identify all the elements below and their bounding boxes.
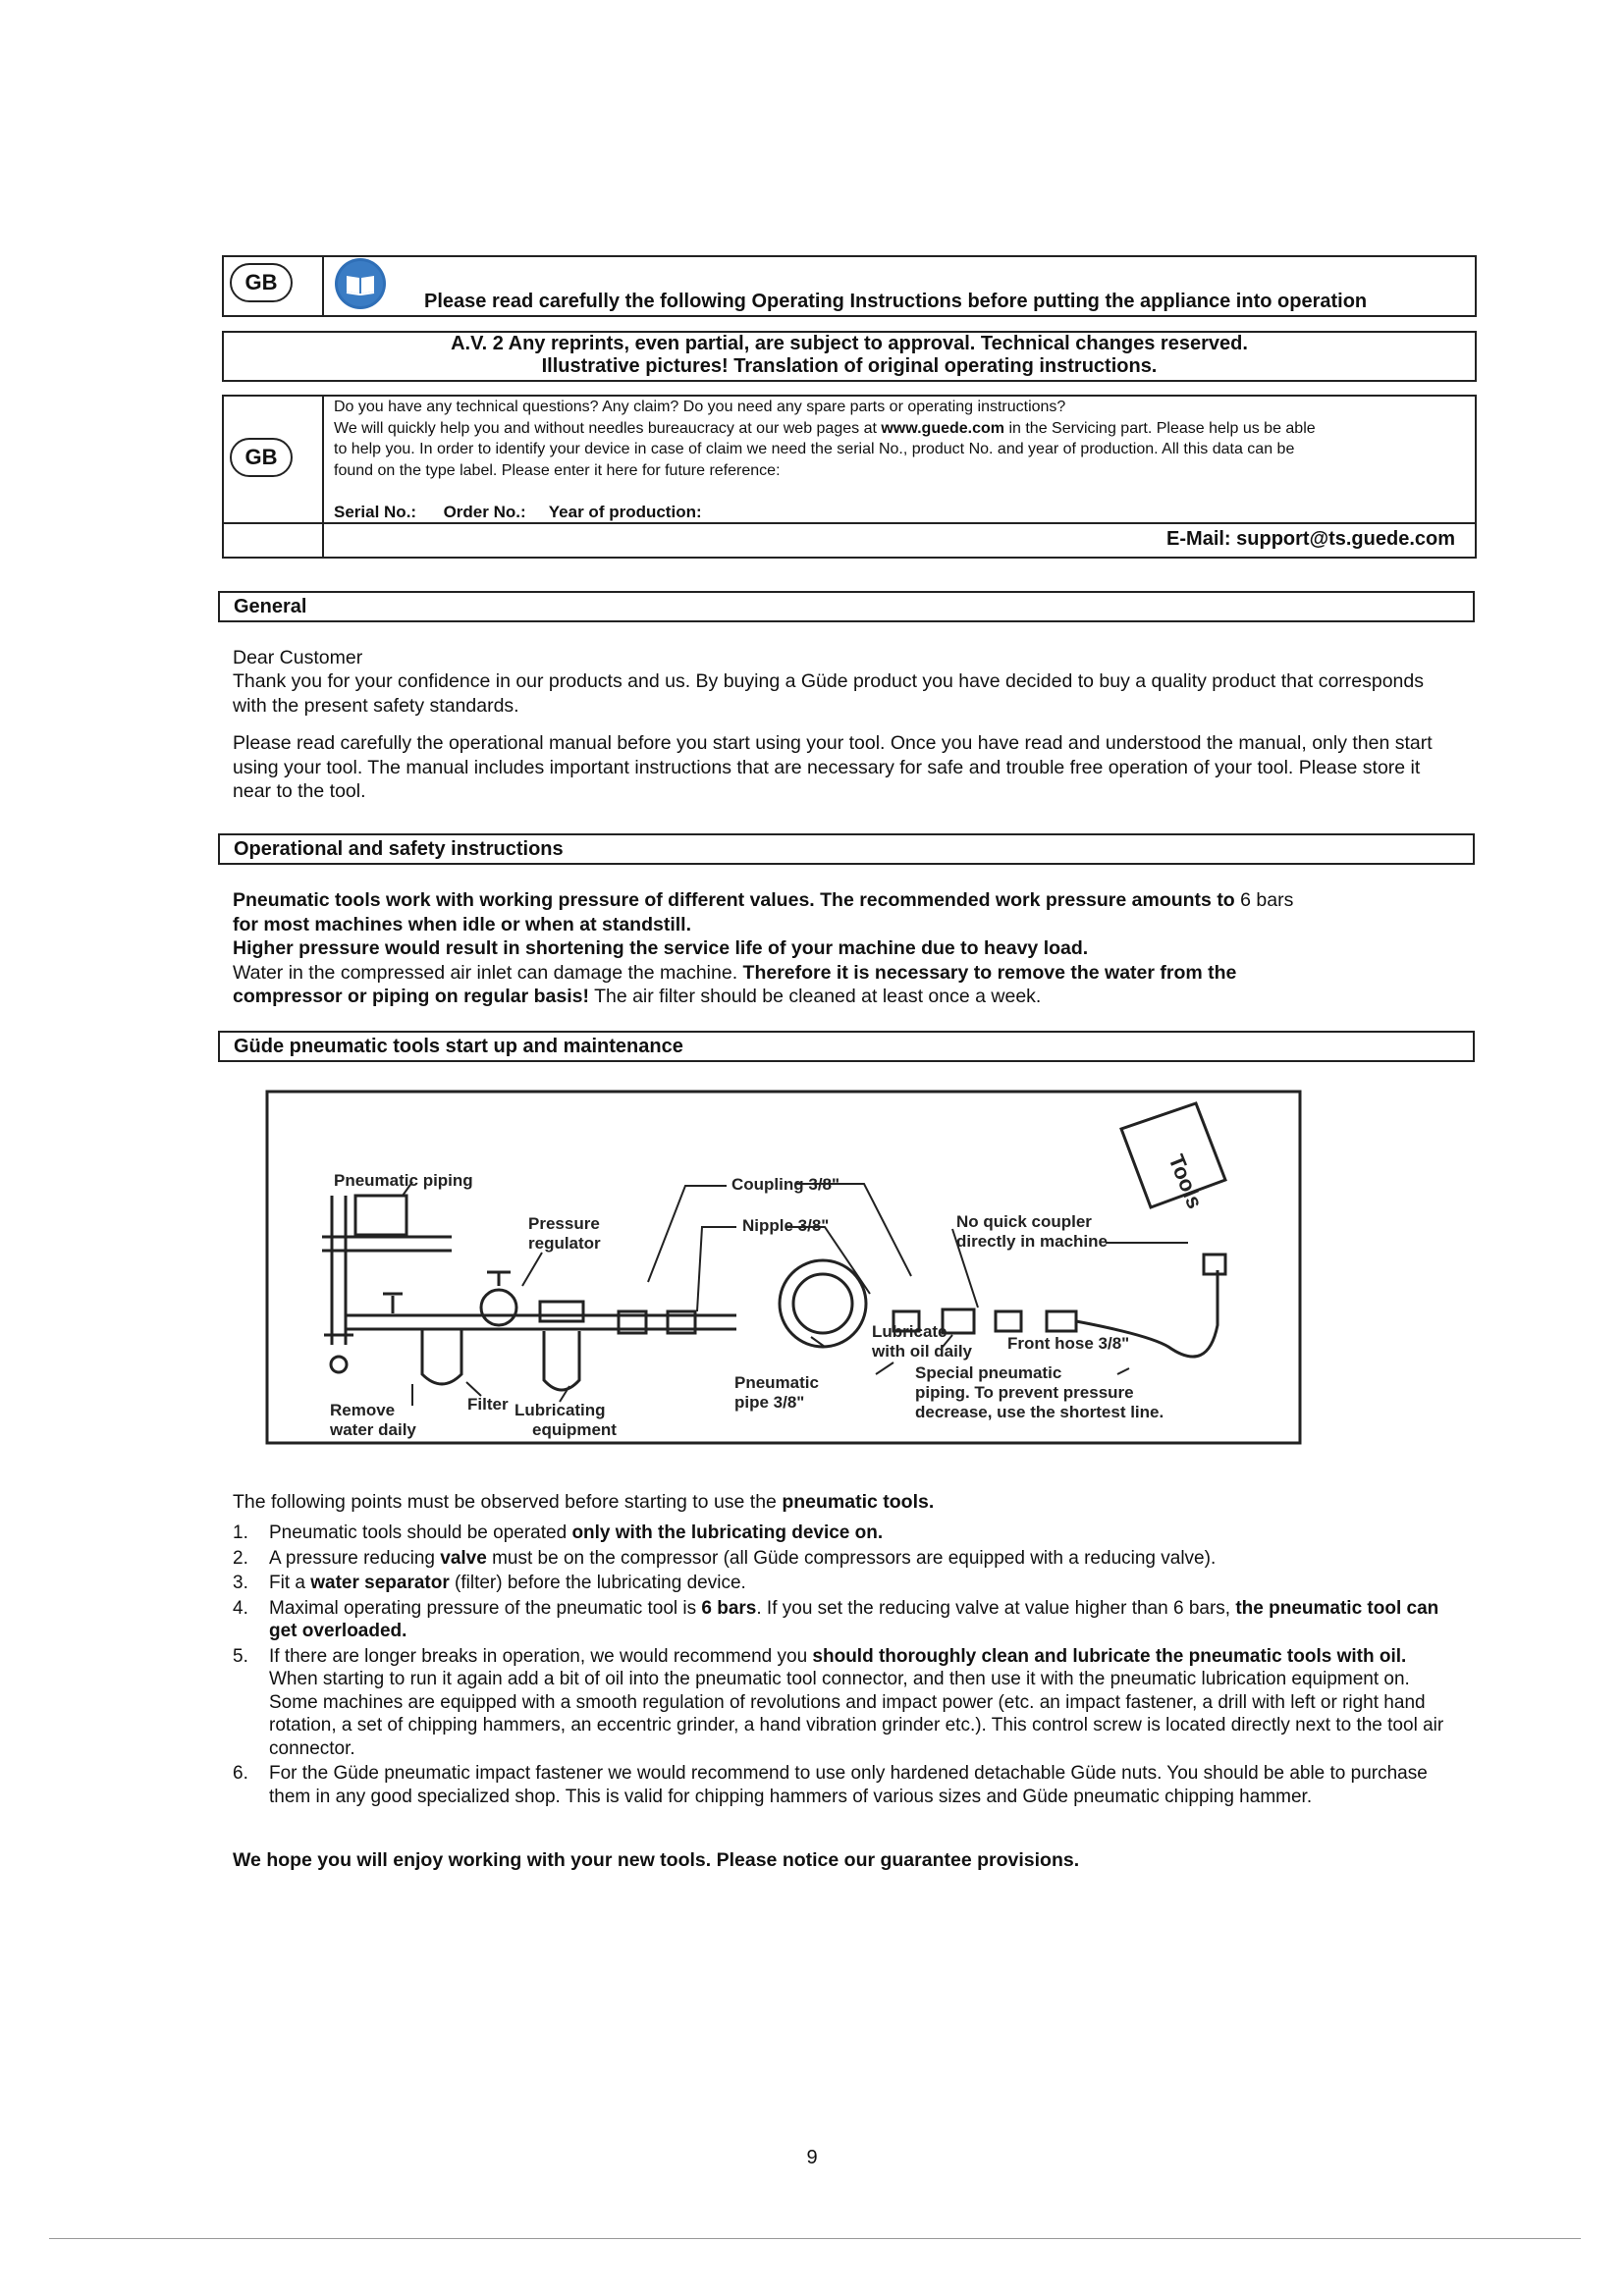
safety-line-4-bold: Therefore it is necessary to remove the water from the [742,961,1237,984]
country-badge-gb: GB [230,263,293,302]
list-item-text: For the Güde pneumatic impact fastener we would recommend to use only hardened detachable Güde nuts. You should be able to purchase them in any good specialized shop. This is valid for chipping hammers of various sizes and Güde pneumatic chipping hammer. [269,1763,1428,1807]
list-item-text: valve [440,1547,487,1569]
list-item-number: 1. [233,1522,248,1543]
safety-line-4-normal: Water in the compressed air inlet can damage the machine. [233,961,743,984]
diagram-label-nipple: Nipple 3/8" [742,1216,830,1235]
safety-line-3: Higher pressure would result in shortening the service life of your machine due to heavy load. [233,937,1089,959]
general-greeting: Dear Customer [233,647,363,668]
contact-line-1: Do you have any technical questions? Any claim? Do you need any spare parts or operating instructions? [334,399,1066,415]
startup-heading: Güde pneumatic tools start up and maintenance [218,1031,1475,1062]
general-paragraph-1: Thank you for your confidence in our products and us. By buying a Güde product you have decided to buy a quality product that corresponds with the present safety standards. [233,670,1424,717]
safety-line-1-value: 6 bars [1234,889,1294,911]
list-item-number: 3. [233,1573,248,1593]
safety-text [233,888,1455,1009]
list-item-text: should thoroughly clean and lubricate the pneumatic tools with oil. [812,1645,1407,1667]
list-item-number: 2. [233,1547,248,1569]
list-item [233,1572,1450,1595]
diagram-label-water-daily: water daily [330,1420,416,1439]
read-instructions-notice: Please read carefully the following Operating Instructions before putting the appliance into operation [424,291,1368,312]
list-item-text: the pneumatic tool can get overloaded. [269,1597,1439,1641]
rights-line-1: A.V. 2 Any reprints, even partial, are subject to approval. Technical changes reserved. [451,333,1248,354]
list-item-number: 5. [233,1645,248,1667]
contact-row-divider [222,522,1477,524]
footer-rule [49,2238,1581,2239]
list-item-number: 4. [233,1597,248,1619]
list-item [233,1762,1450,1808]
list-item-text: Fit a [269,1573,311,1593]
startup-points-list [233,1522,1450,1810]
contact-line-4: found on the type label. Please enter it here for future reference: [334,461,781,479]
list-item-text: Pneumatic tools should be operated [269,1522,572,1543]
list-item-text: 6 bars [701,1597,757,1619]
list-item [233,1645,1450,1761]
list-item-text: (filter) before the lubricating device. [449,1573,746,1593]
serial-label: Serial No.: [334,503,417,521]
safety-line-2: for most machines when idle or when at standstill. [233,913,692,935]
diagram-label-special-3: decrease, use the shortest line. [915,1403,1164,1421]
diagram-label-remove: Remove [330,1401,396,1419]
website-link[interactable]: www.guede.com [881,419,1005,437]
startup-intro [233,1490,1455,1515]
diagram-label-pipe: pipe 3/8" [734,1393,805,1412]
list-item-text: A pressure reducing [269,1547,441,1569]
startup-intro-normal: The following points must be observed before starting to use the [233,1491,783,1513]
list-item-text: When starting to run it again add a bit of oil into the pneumatic tool connector, and then use it with the pneumatic lubrication equipment on. Some machines are equipped with a smooth regulation of revolutions and impact power (etc. an impact fastener, a drill with left or right hand rotation, a set of chipping hammers, an eccentric grinder, a hand vibration grinder etc.). This control screw is located directly next to the tool air connector. [269,1669,1444,1759]
list-item-text: . If you set the reducing valve at value higher than 6 bars, [756,1597,1236,1619]
contact-line-2-post: in the Servicing part. Please help us be able [1004,419,1316,437]
safety-line-4 [233,961,1455,986]
country-badge-gb-2: GB [230,438,293,477]
rights-line-2: Illustrative pictures! Translation of original operating instructions. [541,355,1158,377]
book-icon [334,257,387,310]
diagram-label-special-2: piping. To prevent pressure [915,1383,1134,1402]
diagram-label-with-oil: with oil daily [872,1342,973,1361]
contact-line-3: to help you. In order to identify your device in case of claim we need the serial No., product No. and year of production. All this data can be [334,441,1295,457]
closing-statement: We hope you will enjoy working with your new tools. Please notice our guarantee provisions. [233,1849,1080,1871]
list-item [233,1547,1450,1571]
list-item-text: If there are longer breaks in operation, we would recommend you [269,1645,813,1667]
year-label: Year of production: [548,503,702,521]
contact-divider [322,395,324,559]
diagram-label-filter: Filter [467,1395,509,1414]
diagram-label-coupling: Coupling 3/8" [731,1175,840,1194]
order-label: Order No.: [443,503,526,521]
diagram-label-pneumatic-piping: Pneumatic piping [334,1171,473,1190]
safety-line-5-normal: The air filter should be cleaned at least once a week. [589,986,1042,1007]
reference-fields [334,503,702,522]
diagram-label-tools: Tools [1164,1150,1208,1212]
diagram-label-no-quick-2: directly in machine [956,1232,1108,1251]
safety-line-1-bold: Pneumatic tools work with working pressure of different values. The recommended work pressure amounts to [233,889,1235,911]
pneumatic-setup-diagram [265,1090,1302,1445]
startup-intro-bold: pneumatic tools. [782,1491,935,1513]
diagram-label-lubricate: Lubricate [872,1322,947,1341]
diagram-label-no-quick-1: No quick coupler [956,1212,1092,1231]
safety-heading: Operational and safety instructions [218,833,1475,865]
general-paragraph-2: Please read carefully the operational manual before you start using your tool. Once you have read and understood the manual, only then start using your tool. The manual includes important instructions that are necessary for safe and trouble free operation of your tool. Please store it near to the tool. [233,732,1433,802]
safety-line-1 [233,888,1455,913]
safety-line-5-bold: compressor or piping on regular basis! [233,986,589,1007]
diagram-label-regulator: regulator [528,1234,601,1253]
contact-line-2-pre: We will quickly help you and without needles bureaucracy at our web pages at [334,419,882,437]
list-item-text: water separator [310,1573,450,1593]
diagram-label-lubricating: Lubricating [514,1401,606,1419]
diagram-label-equipment: equipment [532,1420,617,1439]
list-item-text: only with the lubricating device on. [571,1522,884,1543]
support-email[interactable]: E-Mail: support@ts.guede.com [1166,528,1455,550]
list-item [233,1597,1450,1643]
list-item-number: 6. [233,1763,248,1784]
list-item-text: Maximal operating pressure of the pneumatic tool is [269,1597,702,1619]
diagram-label-pressure: Pressure [528,1214,600,1233]
safety-line-5 [233,985,1455,1009]
contact-text [334,397,1473,481]
diagram-label-front-hose: Front hose 3/8" [1007,1334,1130,1353]
general-heading: General [218,591,1475,622]
contact-line-2 [334,418,1473,440]
diagram-label-special-1: Special pneumatic [915,1363,1062,1382]
diagram-label-pneumatic: Pneumatic [734,1373,819,1392]
header-divider [322,255,324,317]
list-item-text: must be on the compressor (all Güde compressors are equipped with a reducing valve). [486,1547,1217,1569]
page-number: 9 [806,2147,818,2168]
list-item [233,1522,1450,1545]
